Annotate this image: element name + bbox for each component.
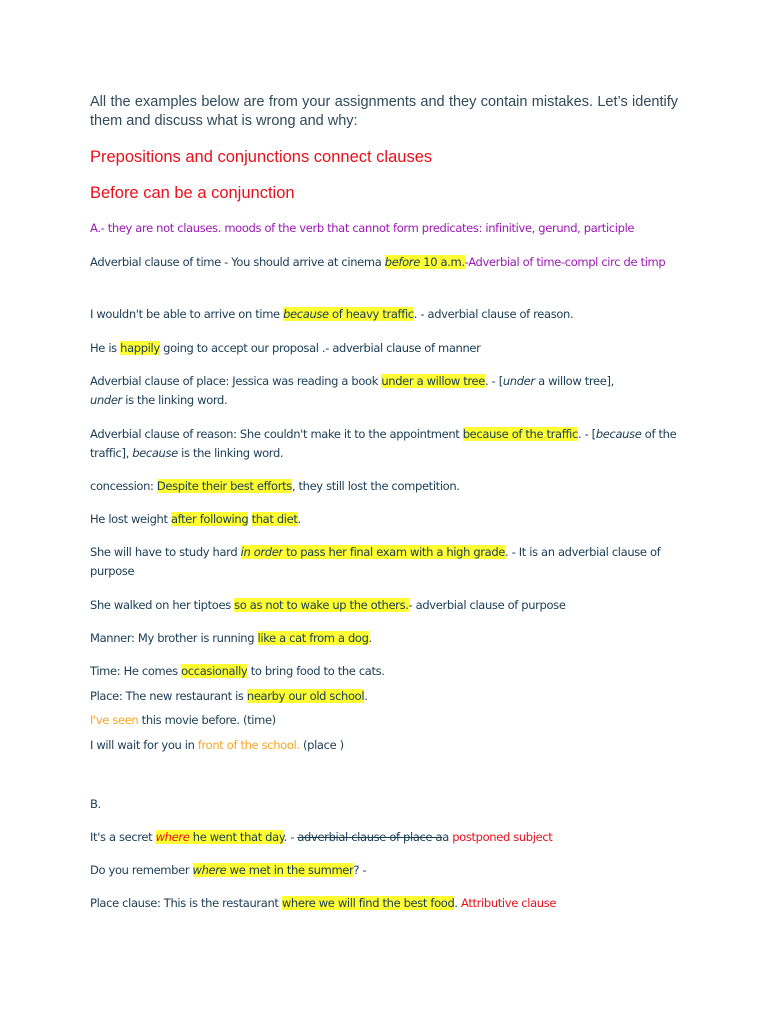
text: this movie before. (time) xyxy=(138,713,276,727)
highlight: 10 a.m. xyxy=(419,255,465,269)
example-manner xyxy=(90,339,690,358)
highlight: he went that day xyxy=(189,830,284,844)
text: is the linking word. xyxy=(177,446,284,460)
highlight: where xyxy=(192,863,227,877)
example-time-3 xyxy=(90,711,690,730)
text: He lost weight xyxy=(90,512,171,526)
highlight: occasionally xyxy=(181,664,248,678)
heading-prepositions: Prepositions and conjunctions connect clauses xyxy=(90,148,433,166)
highlight: to pass her final exam with a high grade xyxy=(282,545,506,559)
highlight: under a willow tree xyxy=(381,374,485,388)
text: . xyxy=(368,631,372,645)
example-purpose xyxy=(90,543,690,581)
highlight: in order xyxy=(240,545,283,559)
example-weight xyxy=(90,510,690,529)
text: . - adverbial clause of reason. xyxy=(413,307,574,321)
text: is the linking word. xyxy=(121,393,228,407)
text: . - It is an adverbial clause of purpose xyxy=(90,545,661,578)
example-reason xyxy=(90,305,690,324)
text: Time: He comes xyxy=(90,664,182,678)
italic-word: under xyxy=(502,374,535,388)
text: to bring food to the cats. xyxy=(247,664,385,678)
highlight: we met in the summer xyxy=(226,863,354,877)
example-manner-2 xyxy=(90,629,690,648)
example-b-secret xyxy=(90,828,690,847)
example-b-restaurant xyxy=(90,894,690,913)
text: It's a secret xyxy=(90,830,156,844)
struck-text: adverbial clause of place a xyxy=(297,830,443,844)
example-place-3 xyxy=(90,736,690,755)
text: . xyxy=(297,512,301,526)
highlight: before xyxy=(384,255,420,269)
highlight: because xyxy=(283,307,329,321)
highlight: so as not to wake up the others. xyxy=(234,598,409,612)
example-place xyxy=(90,372,630,410)
text: Place clause: This is the restaurant xyxy=(90,896,282,910)
text: Manner: My brother is running xyxy=(90,631,258,645)
text: He is xyxy=(90,341,121,355)
section-a-label: A.- xyxy=(90,221,105,235)
example-place-2 xyxy=(90,687,690,706)
intro-paragraph: All the examples below are from your assignments and they contain mistakes. Let’s identify them and discuss what is wrong and why: xyxy=(90,94,678,129)
example-time-2 xyxy=(90,662,690,681)
text: of the traffic], xyxy=(90,427,677,460)
correction: Attributive clause xyxy=(461,896,557,910)
text: She will have to study hard xyxy=(90,545,241,559)
text: . - [ xyxy=(577,427,596,441)
example-reason-2 xyxy=(90,425,688,463)
text: I will wait for you in xyxy=(90,738,198,752)
example-time xyxy=(90,253,690,272)
text: , they still lost the competition. xyxy=(291,479,460,493)
note-text: they are not clauses. moods of the verb that cannot form predicates: infinitive, gerund, participle xyxy=(104,221,635,235)
text: Do you remember xyxy=(90,863,193,877)
text: Adverbial clause of time - You should arrive at cinema xyxy=(90,255,385,269)
example-b-remember xyxy=(90,861,690,880)
highlight: Despite their best efforts xyxy=(156,479,292,493)
orange-text: I've seen xyxy=(90,713,139,727)
highlight: where we will find the best food xyxy=(281,896,455,910)
correction: postponed subject xyxy=(452,830,553,844)
section-a-note xyxy=(90,219,690,238)
section-b-label: B. xyxy=(90,797,101,811)
highlight: like a cat from a dog xyxy=(257,631,369,645)
highlight: where xyxy=(155,830,190,844)
text: She walked on her tiptoes xyxy=(90,598,235,612)
comment: -Adverbial of time-compl circ de timp xyxy=(464,255,666,269)
text: a willow tree], xyxy=(534,374,614,388)
highlight: because of the traffic xyxy=(462,427,578,441)
highlight: that diet xyxy=(251,512,298,526)
text: - adverbial clause of purpose xyxy=(408,598,566,612)
example-purpose-2 xyxy=(90,596,690,615)
highlight: nearby our old school xyxy=(246,689,365,703)
text: . - xyxy=(283,830,298,844)
text: a xyxy=(442,830,453,844)
text: . xyxy=(364,689,368,703)
text: . - [ xyxy=(484,374,503,388)
highlight: after following xyxy=(170,512,249,526)
text: Adverbial clause of reason: She couldn't make it to the appointment xyxy=(90,427,463,441)
text: ? - xyxy=(353,863,367,877)
text: . xyxy=(454,896,462,910)
highlight: happily xyxy=(120,341,160,355)
italic-word: under xyxy=(90,393,122,407)
heading-before-conjunction: Before can be a conjunction xyxy=(90,184,295,202)
highlight: of heavy traffic xyxy=(328,307,414,321)
orange-text: front of the school. xyxy=(197,738,300,752)
text: (place ) xyxy=(299,738,344,752)
text: I wouldn't be able to arrive on time xyxy=(90,307,284,321)
example-concession xyxy=(90,477,690,496)
text: concession: xyxy=(90,479,157,493)
italic-word: because xyxy=(595,427,642,441)
text: Place: The new restaurant is xyxy=(90,689,247,703)
text: going to accept our proposal .- adverbial clause of manner xyxy=(159,341,481,355)
italic-word: because xyxy=(132,446,178,460)
text: Adverbial clause of place: Jessica was reading a book xyxy=(90,374,382,388)
